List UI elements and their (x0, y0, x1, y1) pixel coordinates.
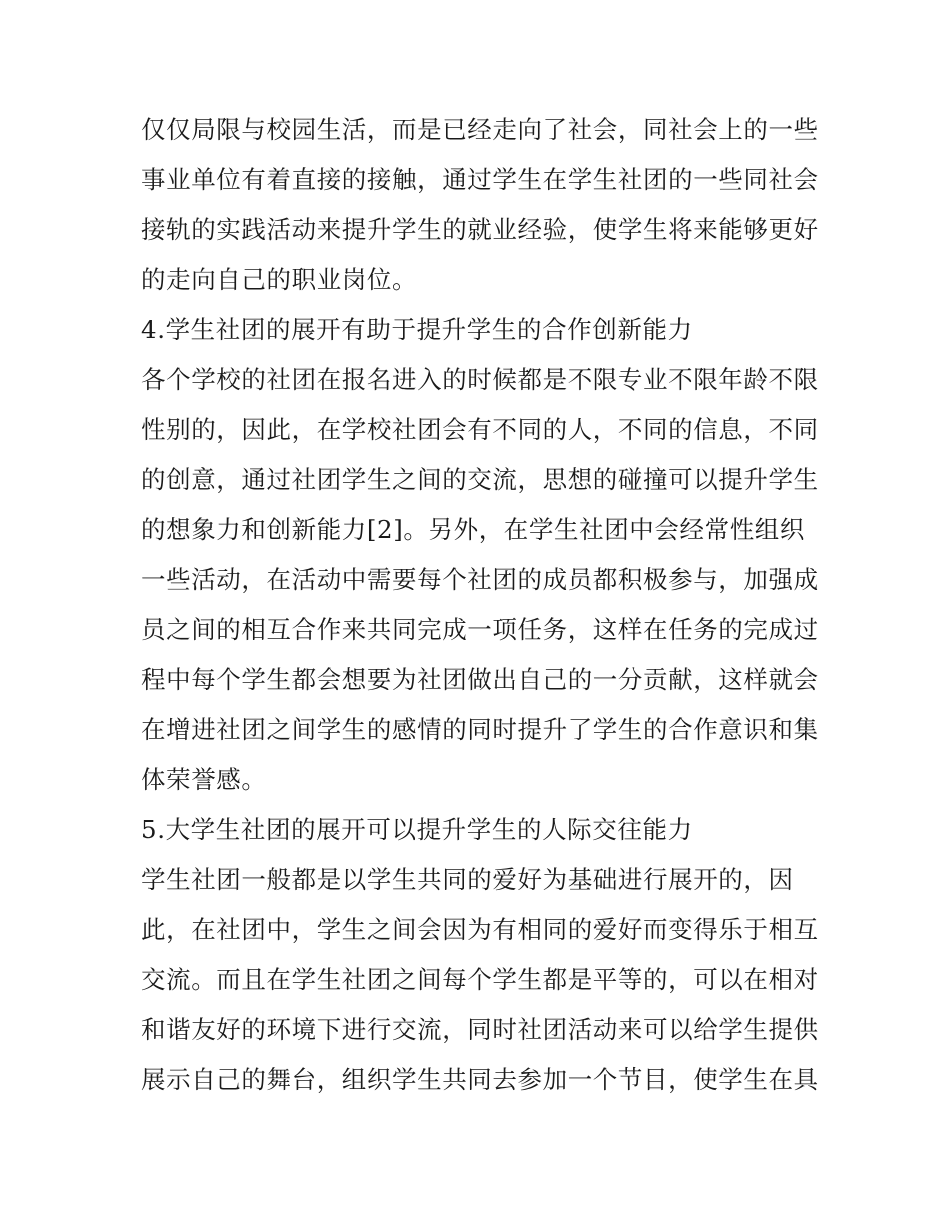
text-line: 员之间的相互合作来共同完成一项任务，这样在任务的完成过 (141, 615, 819, 644)
text-line: 的走向自己的职业岗位。 (141, 265, 418, 294)
text-line: 交流。而且在学生社团之间每个学生都是平等的，可以在相对 (141, 965, 819, 994)
text-line: 接轨的实践活动来提升学生的就业经验，使学生将来能够更好 (141, 215, 819, 244)
text-line: 仅仅局限与校园生活，而是已经走向了社会，同社会上的一些 (141, 115, 819, 144)
text-line: 体荣誉感。 (141, 765, 267, 794)
section-heading: 5.大学生社团的展开可以提升学生的人际交往能力 (141, 815, 693, 844)
text-line: 事业单位有着直接的接触，通过学生在学生社团的一些同社会 (141, 165, 819, 194)
text-line: 和谐友好的环境下进行交流，同时社团活动来可以给学生提供 (141, 1015, 819, 1044)
text-line: 在增进社团之间学生的感情的同时提升了学生的合作意识和集 (141, 715, 819, 744)
text-line: 此，在社团中，学生之间会因为有相同的爱好而变得乐于相互 (141, 915, 819, 944)
text-line: 展示自己的舞台，组织学生共同去参加一个节目，使学生在具 (141, 1065, 819, 1094)
section-heading: 4.学生社团的展开有助于提升学生的合作创新能力 (141, 315, 693, 344)
text-line: 各个学校的社团在报名进入的时候都是不限专业不限年龄不限 (141, 365, 819, 394)
text-line: 的创意，通过社团学生之间的交流，思想的碰撞可以提升学生 (141, 465, 819, 494)
text-line: 的想象力和创新能力[2]。另外，在学生社团中会经常性组织 (141, 515, 806, 544)
text-line: 性别的，因此，在学校社团会有不同的人，不同的信息，不同 (141, 415, 819, 444)
text-line: 程中每个学生都会想要为社团做出自己的一分贡献，这样就会 (141, 665, 819, 694)
text-line: 学生社团一般都是以学生共同的爱好为基础进行展开的，因 (141, 865, 794, 894)
text-line: 一些活动，在活动中需要每个社团的成员都积极参与，加强成 (141, 565, 819, 594)
